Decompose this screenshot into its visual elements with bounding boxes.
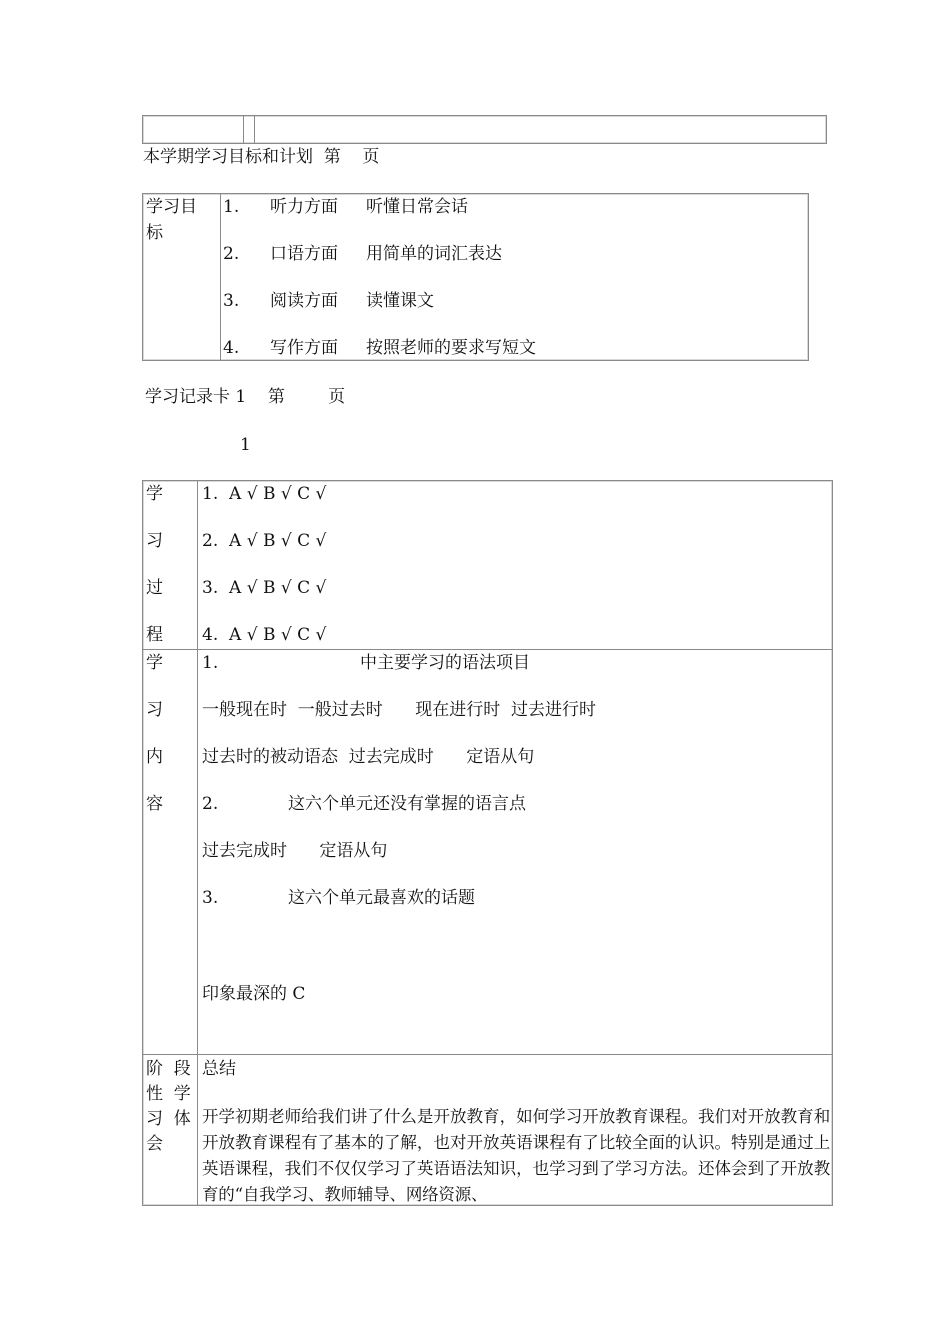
reflection-label: 阶 段 xyxy=(146,1059,191,1079)
plan-item-num: 3. xyxy=(223,291,240,311)
plan-item-goal: 用简单的词汇表达 xyxy=(366,244,502,264)
grammar-line: 过去时的被动语态 过去完成时 定语从句 xyxy=(202,747,535,767)
process-label: 程 xyxy=(146,625,163,645)
header-table-divider xyxy=(243,116,244,143)
unmastered-line: 过去完成时 定语从句 xyxy=(202,841,388,861)
reflection-label: 习 体 xyxy=(146,1109,191,1129)
reflection-label: 性 学 xyxy=(146,1084,191,1104)
plan-item-area: 口语方面 xyxy=(270,244,338,264)
record-row-divider xyxy=(143,649,832,650)
plan-heading: 本学期学习目标和计划 第 页 xyxy=(143,147,380,167)
reflection-title: 总结 xyxy=(202,1059,236,1079)
header-table-divider xyxy=(254,116,255,143)
plan-label: 学习目标 xyxy=(146,197,197,243)
process-label: 习 xyxy=(146,531,163,551)
content-label: 习 xyxy=(146,700,163,720)
record-row-divider xyxy=(143,1054,832,1055)
content-label: 学 xyxy=(146,653,163,673)
plan-item-area: 阅读方面 xyxy=(270,291,338,311)
reflection-label: 会 xyxy=(146,1134,163,1154)
plan-table xyxy=(142,193,809,361)
process-item: 3. A √ B √ C √ xyxy=(202,578,327,598)
content-item-text: 中主要学习的语法项目 xyxy=(360,653,530,673)
record-table-divider xyxy=(197,481,198,1205)
content-item-text: 这六个单元还没有掌握的语言点 xyxy=(288,794,526,814)
impression-line: 印象最深的 C xyxy=(202,984,306,1004)
plan-table-divider xyxy=(220,194,221,360)
record-page-number: 1 xyxy=(240,435,251,455)
process-label: 过 xyxy=(146,578,163,598)
content-label: 容 xyxy=(146,794,163,814)
header-table xyxy=(142,115,827,144)
content-item-num: 3. xyxy=(202,888,219,908)
content-item-num: 1. xyxy=(202,653,219,673)
plan-item-num: 4. xyxy=(223,338,240,358)
content-item-text: 这六个单元最喜欢的话题 xyxy=(288,888,475,908)
plan-item-area: 写作方面 xyxy=(270,338,338,358)
process-item: 1. A √ B √ C √ xyxy=(202,484,327,504)
content-item-num: 2. xyxy=(202,794,219,814)
plan-item-num: 2. xyxy=(223,244,240,264)
plan-item-goal: 读懂课文 xyxy=(366,291,434,311)
plan-item-num: 1. xyxy=(223,197,240,217)
record-heading: 学习记录卡 1 第 页 xyxy=(145,387,346,407)
process-item: 4. A √ B √ C √ xyxy=(202,625,327,645)
reflection-body: 开学初期老师给我们讲了什么是开放教育，如何学习开放教育课程。我们对开放教育和开放教育课程有了基本的了解，也对开放英语课程有了比较全面的认识。特别是通过上英语课程，我们不仅仅学习了英语语法知识，也学习到了学习方法。还体会到了开放教育的“自我学习、教师辅导、网络资源、 xyxy=(202,1107,830,1204)
process-label: 学 xyxy=(146,484,163,504)
plan-item-goal: 按照老师的要求写短文 xyxy=(366,338,536,358)
plan-item-area: 听力方面 xyxy=(270,197,338,217)
grammar-line: 一般现在时 一般过去时 现在进行时 过去进行时 xyxy=(202,700,597,720)
plan-item-goal: 听懂日常会话 xyxy=(366,197,468,217)
content-label: 内 xyxy=(146,747,163,767)
process-item: 2. A √ B √ C √ xyxy=(202,531,327,551)
